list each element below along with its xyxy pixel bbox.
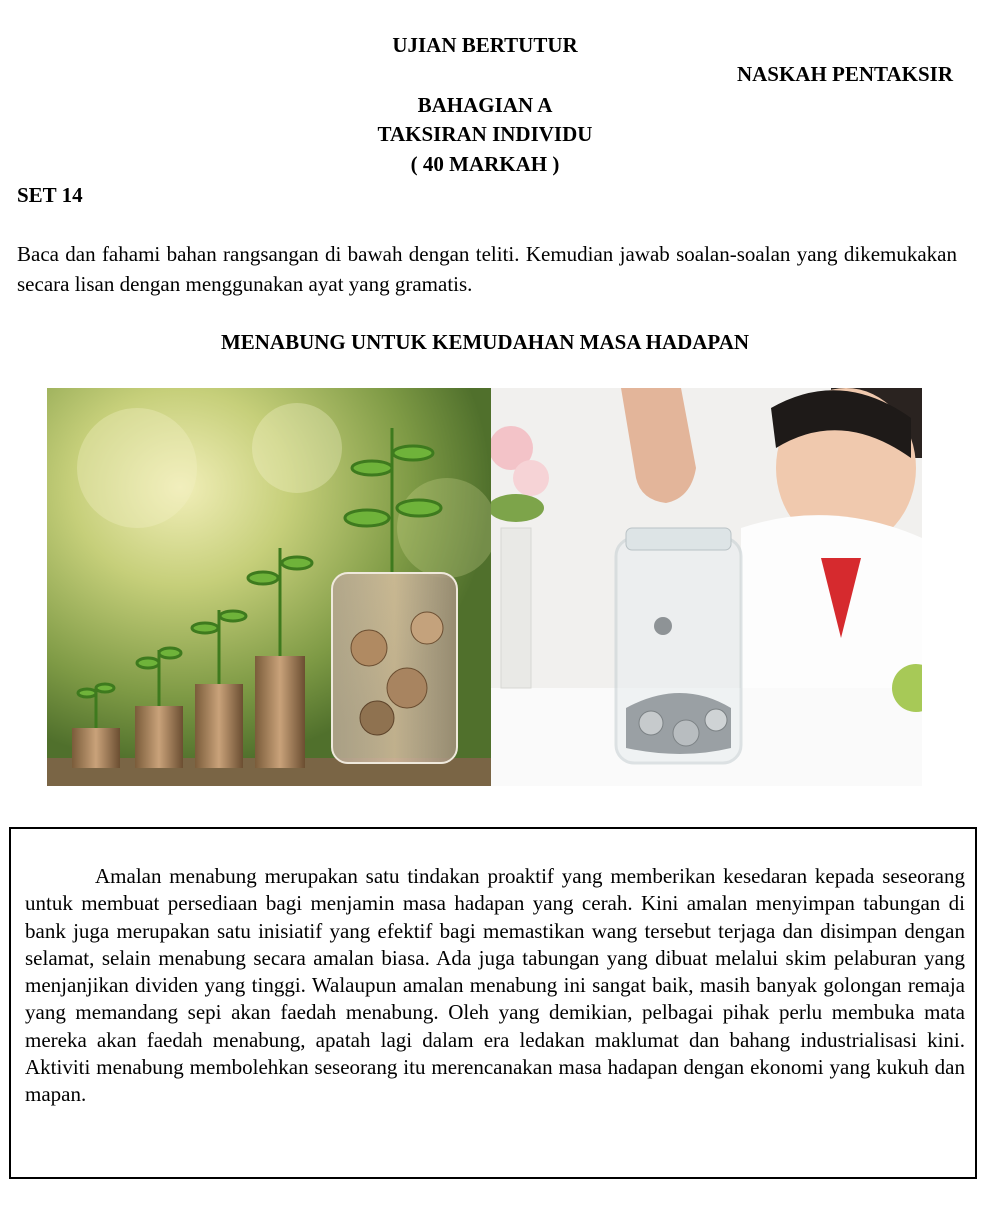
topic-title: MENABUNG UNTUK KEMUDAHAN MASA HADAPAN: [220, 330, 750, 354]
marks-heading: ( 40 MARKAH ): [410, 152, 560, 176]
coins-plants-illustration: [47, 388, 491, 786]
passage-text: Amalan menabung merupakan satu tindakan proaktif yang memberikan kesedaran kepada seseorang untuk membuat persediaan bagi menjamin masa hadapan yang cerah. Kini amalan menyimpan tabungan di bank juga merupakan satu inisiatif yang efektif bagi memastikan wang tersebut terjaga dan disimpan dengan selamat, selain menabung secara amalan biasa. Ada juga tabungan yang dibuat melalui skim pelaburan yang menjanjikan dividen yang tinggi. Walaupun amalan menabung ini sangat baik, masih banyak golongan remaja yang memandang sepi akan faedah menabung. Oleh yang demikian, pelbagai pihak perlu membuka mata mereka akan faedah menabung, apatah lagi dalam era ledakan maklumat dan bahang industrialisasi kini. Aktiviti menabung membolehkan seseorang itu merencanakan masa hadapan dengan ekonomi yang kukuh dan mapan.: [25, 864, 965, 1107]
instruction-text: Baca dan fahami bahan rangsangan di bawah dengan teliti. Kemudian jawab soalan-soalan yang dikemukakan secara lisan dengan menggunakan ayat yang gramatis.: [17, 242, 957, 296]
document-type-label: NASKAH PENTAKSIR: [736, 62, 953, 86]
assessment-heading: TAKSIRAN INDIVIDU: [377, 122, 593, 146]
set-number: SET 14: [17, 183, 83, 207]
section-heading: BAHAGIAN A: [417, 93, 553, 117]
coins-and-plants-photo: [47, 388, 491, 786]
exam-title: UJIAN BERTUTUR: [392, 33, 578, 57]
passage-box: [9, 827, 977, 1179]
child-jar-illustration: [491, 388, 922, 786]
child-saving-coins-photo: [491, 388, 922, 786]
